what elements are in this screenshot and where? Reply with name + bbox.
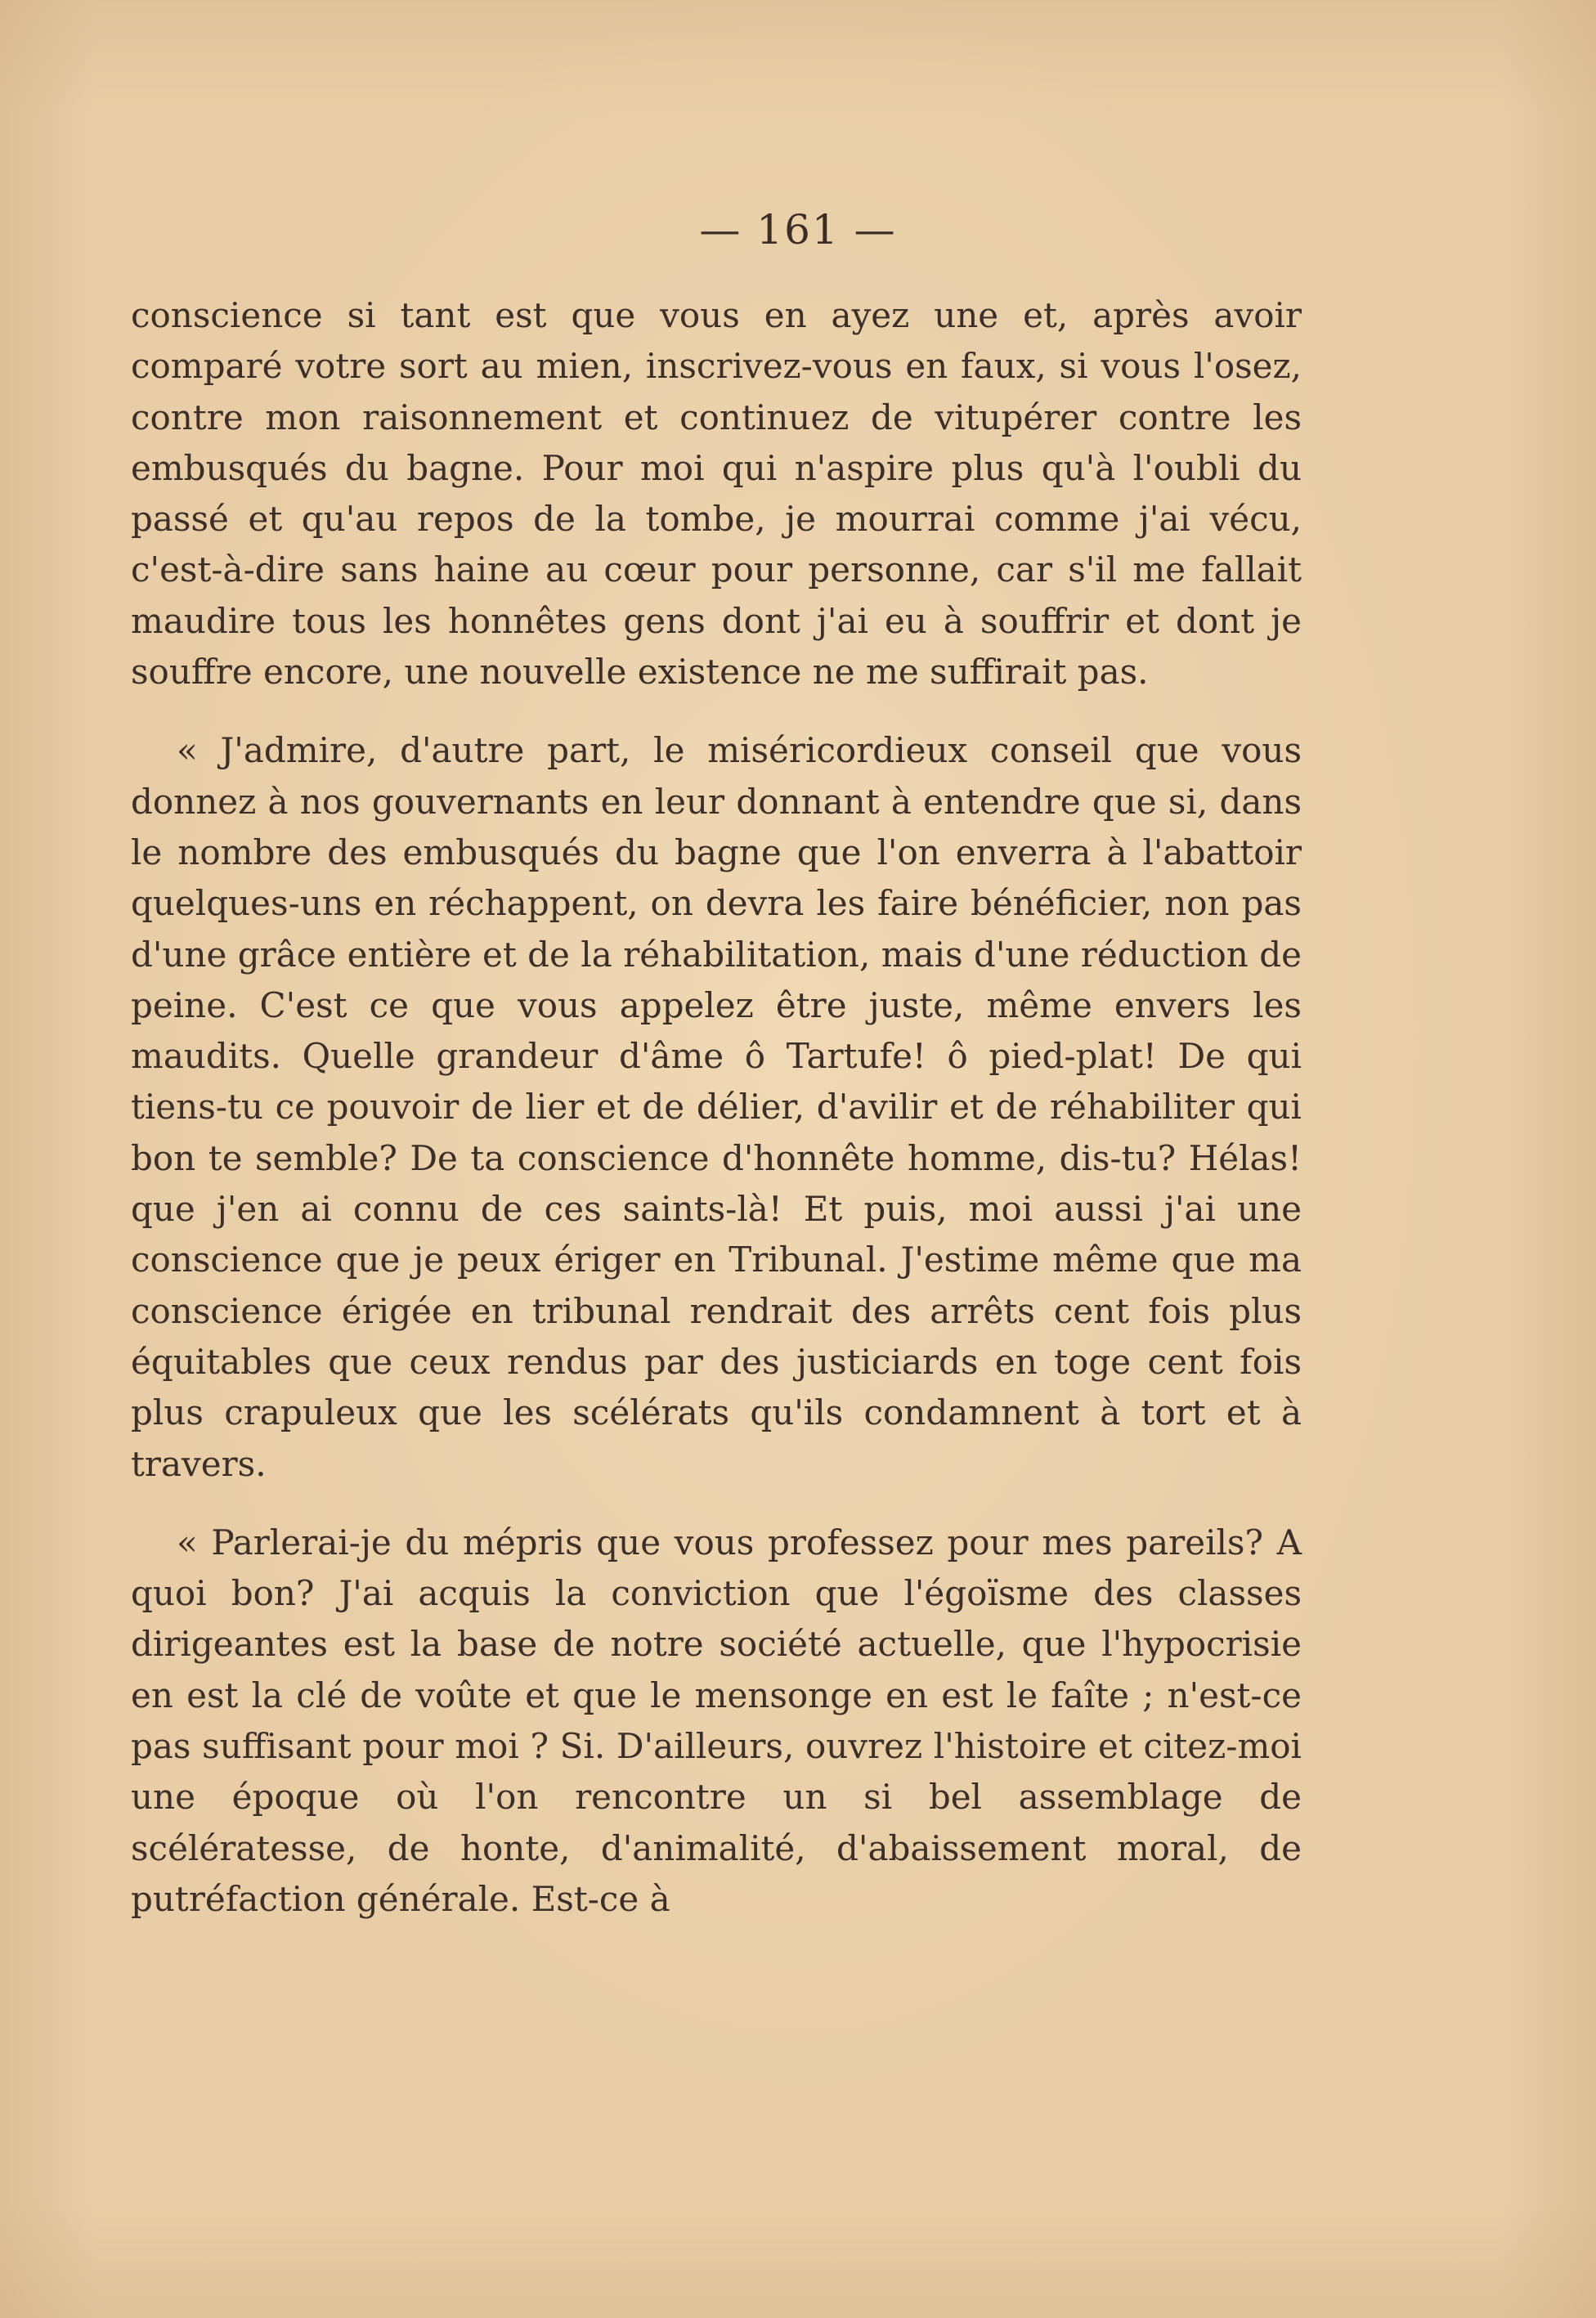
paragraph-1: conscience si tant est que vous en ayez une et, après avoir comparé votre sort au mien, inscrivez-vous en faux, si vous l'osez, contre mon raisonnement et continuez de vitupérer contre les embusqués du bagne. Pour moi qui n'aspire plus qu'à l'oubli du passé et qu'au repos de la tombe, je mourrai comme j'ai vécu, c'est-à-dire sans haine au cœur pour personne, car s'il me fallait maudire tous les honnêtes gens dont j'ai eu à souffrir et dont je souffre encore, une nouvelle existence ne me suffirait pas. [131, 295, 1302, 693]
paragraph-3: « Parlerai-je du mépris que vous professez pour mes pareils? A quoi bon? J'ai acquis la conviction que l'égoïsme des classes dirigeantes est la base de notre société actuelle, que l'hypocrisie en est la clé de voûte et que le mensonge en est le faîte ; n'est-ce pas suffisant pour moi ? Si. D'ailleurs, ouvrez l'histoire et citez-moi une époque où l'on rencontre un si bel assemblage de scélératesse, de honte, d'animalité, d'abaissement moral, de putréfaction générale. Est-ce à [131, 1522, 1302, 1919]
paragraph-2: « J'admire, d'autre part, le miséricordieux conseil que vous donnez à nos gouvernants en leur donnant à entendre que si, dans le nombre des embusqués du bagne que l'on enverra à l'abattoir quelques-uns en réchappent, on devra les faire bénéficier, non pas d'une grâce entière et de la réhabilitation, mais d'une réduction de peine. C'est ce que vous appelez être juste, même envers les maudits. Quelle grandeur d'âme ô Tartufe! ô pied-plat! De qui tiens-tu ce pouvoir de lier et de délier, d'avilir et de réhabiliter qui bon te semble? De ta conscience d'honnête homme, dis-tu? Hélas! que j'en ai connu de ces saints-là! Et puis, moi aussi j'ai une conscience que je peux ériger en Tribunal. J'estime même que ma conscience érigée en tribunal rendrait des arrêts cent fois plus équitables que ceux rendus par des justiciards en toge cent fois plus crapuleux que les scélérats qu'ils condamnent à tort et à travers. [131, 730, 1302, 1484]
body-text [131, 290, 1302, 1925]
page-number: — 161 — [699, 206, 897, 253]
